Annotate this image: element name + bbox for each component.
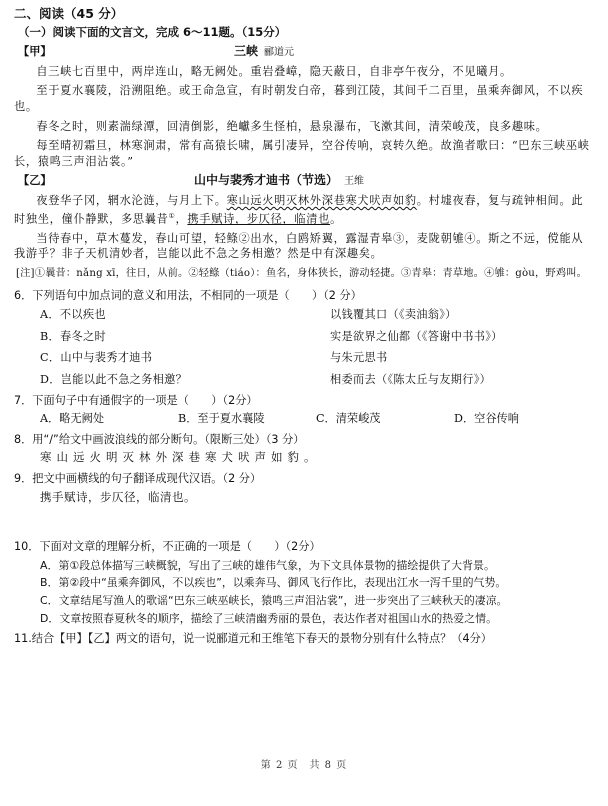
q6-option-a-right: 以钱覆其口（《卖油翁》） <box>330 308 457 322</box>
passage-yi-paragraph-1 <box>14 193 594 227</box>
passage-yi-text-a: 夜登华子冈，辋水沦涟，与月上下。 <box>36 193 227 207</box>
subsection-title: （一）阅读下面的文言文，完成 6～11题。（15分） <box>18 24 287 39</box>
passage-jia-tag: 【甲】 <box>18 45 52 59</box>
q7-option-c: C．清荣峻茂 <box>316 412 381 426</box>
q6-option-c-left: C．山中与裴秀才迪书 <box>40 351 153 365</box>
passage-yi-author: 王维 <box>344 176 365 188</box>
q6-option-a-left: A．不以疾也 <box>40 308 106 322</box>
q7-option-b: B．至于夏水襄陵 <box>178 412 265 426</box>
question-8-stem: 8．用“/”给文中画波浪线的部分断句。（限断三处）（3 分） <box>14 432 305 446</box>
passage-yi-text-c: ， <box>175 212 188 226</box>
question-10-stem: 10．下面对文章的理解分析，不正确的一项是（ ）（2分） <box>14 540 321 554</box>
q10-option-b: B．第②段中“虽乘奔御风，不以疾也”，以乘奔马、御风飞行作比，表现出江水一泻千里的气势。 <box>40 576 507 590</box>
passage-yi-tag: 【乙】 <box>18 174 52 188</box>
question-7-stem: 7．下面句子中有通假字的一项是（ ）（2分） <box>14 393 258 407</box>
answer-space <box>14 508 594 534</box>
footnote-marker-1: ① <box>168 211 176 220</box>
wavy-underlined-sentence: 寒山远火明灭林外深巷寒犬吠声如豹 <box>226 193 417 207</box>
question-6-stem: 6．下列语句中加点词的意义和用法，不相同的一项是（ ）（2 分） <box>14 288 362 302</box>
passage-jia-paragraph-4: 每至晴初霜旦，林寒涧肃，常有高猿长啸，属引凄异，空谷传响，哀转久绝。故渔者歌曰：“巴东三峡巫峡长，猿鸣三声泪沾裳。” <box>14 139 590 168</box>
q6-option-b-right: 实是欲界之仙都（《答谢中书书》） <box>330 329 503 343</box>
passage-yi-text-d: 。 <box>330 212 342 226</box>
passage-yi-header <box>14 173 594 190</box>
underlined-sentence: 携手赋诗，步仄径，临清也 <box>187 212 331 226</box>
q7-option-a: A．略无阙处 <box>40 412 105 426</box>
q6-option-d-left: D．岂能以此不急之务相邀？ <box>40 373 188 387</box>
q7-option-d: D．空谷传响 <box>454 412 519 426</box>
question-8-text: 寒山远火明灭林外深巷寒犬吠声如豹。 <box>40 450 321 465</box>
passage-jia-author: 郦道元 <box>264 47 295 59</box>
page-footer: 第 2 页 共 8 页 <box>260 760 348 771</box>
q6-option-d-right: 相委而去（《陈太丘与友期行》） <box>330 373 492 387</box>
passage-yi-title: 山中与裴秀才迪书（节选） <box>194 173 339 188</box>
question-7-options <box>40 411 594 427</box>
question-9-stem: 9．把文中画横线的句子翻译成现代汉语。（2 分） <box>14 471 262 485</box>
question-6-options <box>40 307 594 387</box>
q10-option-a: A．第①段总体描写三峡概貌，写出了三峡的雄伟气象，为下文具体景物的描绘提供了大背景。 <box>40 558 495 572</box>
passage-yi-paragraph-2: 当待春中，草木蔓发，春山可望，轻鲦②出水，白鸥矫翼，露湿青皋③，麦陇朝雊④。斯之不远，傥能从我游乎？非子天机清妙者，岂能以此不急之务相邀？然是中有深趣矣。 <box>14 231 584 261</box>
question-9-text: 携手赋诗，步仄径，临清也。 <box>40 489 196 504</box>
q6-option-c-right: 与朱元思书 <box>330 351 388 365</box>
passage-jia-title: 三峡 <box>234 44 259 59</box>
passage-jia-paragraph-3: 春冬之时，则素湍绿潭，回清倒影，绝巘多生怪柏，悬泉瀑布，飞漱其间，清荣峻茂，良多趣味。 <box>36 119 548 133</box>
q10-option-c: C．文章结尾写渔人的歌谣“巴东三峡巫峡长，猿鸣三声泪沾裳”，进一步突出了三峡秋天的凄凉。 <box>40 593 508 607</box>
passage-jia-paragraph-2: 至于夏水襄陵，沿溯阻绝。或王命急宣，有时朝发白帝，暮到江陵，其间千二百里，虽乘奔御风，不以疾也。 <box>14 84 584 113</box>
q6-option-b-left: B．春冬之时 <box>40 329 106 343</box>
question-11-stem: 11.结合【甲】【乙】两文的语句，说一说郦道元和王维笔下春天的景物分别有什么特点？（4分） <box>14 632 492 646</box>
annotations: [注]①曩昔：nǎng xī，往日，从前。②轻鲦（tiáo）：鱼名，身体狭长，游动轻捷。③青皋：青草地。④雊：gòu，野鸡叫。 <box>16 268 587 280</box>
q10-option-d: D．文章按照春夏秋冬的顺序，描绘了三峡清幽秀丽的景色，表达作者对祖国山水的热爱之情。 <box>40 611 498 625</box>
passage-jia-paragraph-1: 自三峡七百里中，两岸连山，略无阙处。重岩叠嶂，隐天蔽日，自非亭午夜分，不见曦月。 <box>36 64 512 78</box>
section-title: 二、阅读（45 分） <box>14 6 124 21</box>
passage-yi-text-b: 。村墟夜舂，复与疏钟相间。此时独坐，僮仆静默，多思曩昔 <box>14 193 584 226</box>
passage-jia-header <box>14 44 594 61</box>
